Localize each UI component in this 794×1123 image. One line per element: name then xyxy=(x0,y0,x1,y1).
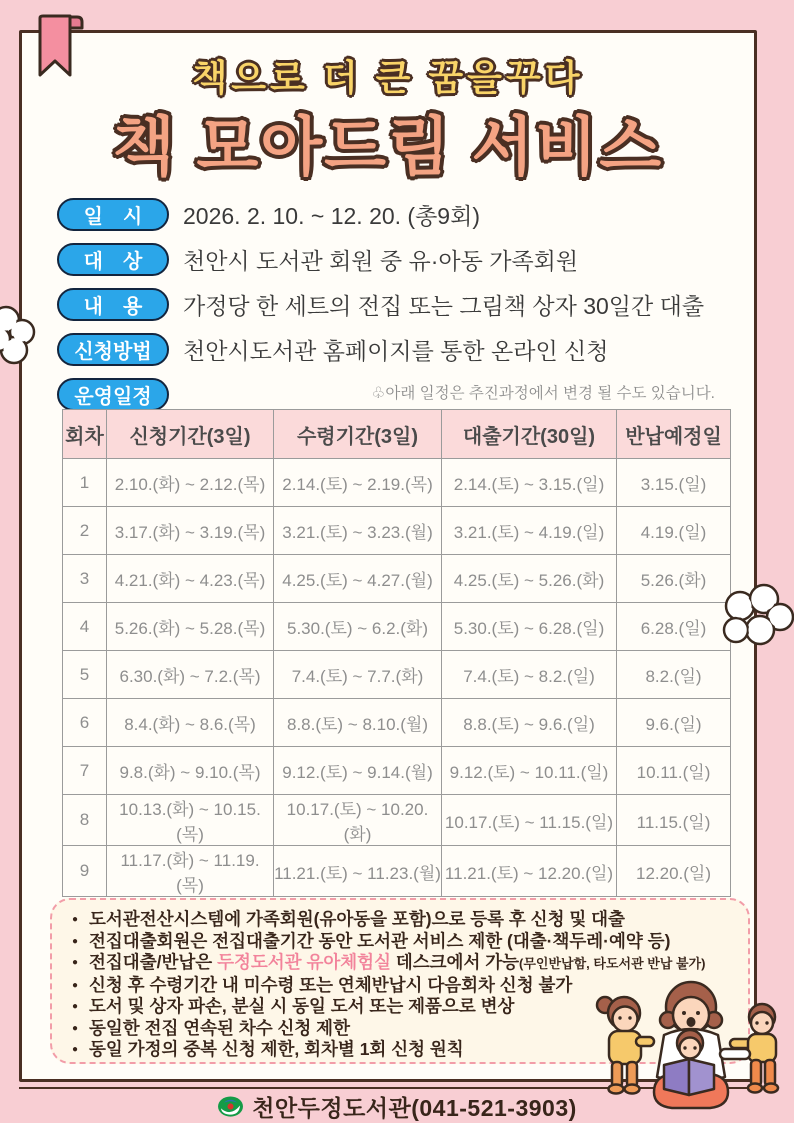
table-row xyxy=(63,795,731,846)
table-cell: 3 xyxy=(63,555,107,603)
bullet-icon: ● xyxy=(72,1044,79,1055)
table-cell: 4 xyxy=(63,603,107,651)
info-content-value: 가정당 한 세트의 전집 또는 그림책 상자 30일간 대출 xyxy=(183,293,705,319)
info-target-value: 천안시 도서관 회원 중 유·아동 가족회원 xyxy=(183,248,579,274)
note-text: 동일 가정의 중복 신청 제한, 회차별 1회 신청 원칙 xyxy=(89,1039,464,1059)
info-row-target xyxy=(57,243,717,276)
library-name-phone: 천안두정도서관(041-521-3903) xyxy=(252,1094,577,1121)
table-cell: 5.26.(화) xyxy=(617,555,731,603)
table-cell: 5.30.(토) ~ 6.28.(일) xyxy=(442,603,617,651)
table-cell: 8.4.(화) ~ 8.6.(목) xyxy=(107,699,274,747)
table-cell: 7.4.(토) ~ 8.2.(일) xyxy=(442,651,617,699)
table-cell: 10.11.(일) xyxy=(617,747,731,795)
info-row-date xyxy=(57,198,717,231)
table-cell: 6.30.(화) ~ 7.2.(목) xyxy=(107,651,274,699)
note-text: 동일한 전집 연속된 차수 신청 제한 xyxy=(89,1017,350,1038)
table-cell: 5.30.(토) ~ 6.2.(화) xyxy=(274,603,442,651)
label-pill-target: 대 상 xyxy=(57,243,169,276)
table-cell: 7.4.(토) ~ 7.7.(화) xyxy=(274,651,442,699)
info-date-value: 2026. 2. 10. ~ 12. 20. (총9회) xyxy=(183,203,480,229)
table-row xyxy=(63,507,731,555)
table-cell: 8.8.(토) ~ 8.10.(월) xyxy=(274,699,442,747)
col-header-return-date: 반납예정일 xyxy=(617,410,731,459)
bullet-icon: ● xyxy=(72,957,79,968)
bookmark-ribbon-icon xyxy=(34,13,84,81)
table-cell: 9.12.(토) ~ 10.11.(일) xyxy=(442,747,617,795)
table-cell: 10.13.(화) ~ 10.15.(목) xyxy=(107,795,274,846)
table-cell: 7 xyxy=(63,747,107,795)
table-cell: 3.21.(토) ~ 4.19.(일) xyxy=(442,507,617,555)
table-cell: 8.8.(토) ~ 9.6.(일) xyxy=(442,699,617,747)
page-title: 책 모아드림 서비스 xyxy=(112,111,664,183)
table-cell: 11.17.(화) ~ 11.19.(목) xyxy=(107,846,274,897)
table-cell: 5 xyxy=(63,651,107,699)
table-row xyxy=(63,699,731,747)
table-cell: 4.25.(토) ~ 4.27.(월) xyxy=(274,555,442,603)
table-cell: 5.26.(화) ~ 5.28.(목) xyxy=(107,603,274,651)
bullet-icon: ● xyxy=(72,1001,79,1012)
note-text: 데스크에서 가능 xyxy=(390,952,520,972)
subtitle: 책으로 더 큰 꿈을꾸다 xyxy=(192,57,584,98)
table-row xyxy=(63,555,731,603)
table-cell: 8 xyxy=(63,795,107,846)
table-cell: 2.14.(토) ~ 3.15.(일) xyxy=(442,459,617,507)
table-cell: 4.19.(일) xyxy=(617,507,731,555)
note-text: 도서 및 상자 파손, 분실 시 동일 도서 또는 제품으로 변상 xyxy=(89,996,515,1016)
note-text: 신청 후 수령기간 내 미수령 또는 연체반납시 다음회차 신청 불가 xyxy=(89,974,573,995)
col-header-loan-period: 대출기간(30일) xyxy=(442,410,617,459)
label-pill-apply-method: 신청방법 xyxy=(57,333,169,366)
cloud-icon xyxy=(718,582,794,656)
note-text: 전집대출/반납은 xyxy=(89,952,218,972)
info-apply-method-value: 천안시도서관 홈페이지를 통한 온라인 신청 xyxy=(183,338,609,364)
table-cell: 3.15.(일) xyxy=(617,459,731,507)
table-cell: 10.17.(토) ~ 10.20.(화) xyxy=(274,795,442,846)
note-highlight: 두정도서관 유아체험실 xyxy=(217,952,391,972)
bullet-icon: ● xyxy=(72,1022,79,1034)
table-cell: 12.20.(일) xyxy=(617,846,731,897)
col-header-apply-period: 신청기간(3일) xyxy=(107,410,274,459)
table-cell: 4.25.(토) ~ 5.26.(화) xyxy=(442,555,617,603)
library-logo-icon xyxy=(217,1095,244,1118)
table-row xyxy=(63,603,731,651)
table-cell: 2.14.(토) ~ 2.19.(목) xyxy=(274,459,442,507)
bullet-icon: ● xyxy=(72,914,79,925)
table-cell: 6.28.(일) xyxy=(617,603,731,651)
label-pill-date: 일 시 xyxy=(57,198,169,231)
table-cell: 10.17.(토) ~ 11.15.(일) xyxy=(442,795,617,846)
bullet-icon: ● xyxy=(72,979,79,991)
table-cell: 11.15.(일) xyxy=(617,795,731,846)
table-cell: 11.21.(토) ~ 11.23.(월) xyxy=(274,846,442,897)
table-cell: 3.17.(화) ~ 3.19.(목) xyxy=(107,507,274,555)
note-text: 도서관전산시스템에 가족회원(유아동을 포함)으로 등록 후 신청 및 대출 xyxy=(89,909,625,929)
list-item xyxy=(72,909,732,931)
col-header-pickup-period: 수령기간(3일) xyxy=(274,410,442,459)
cloud-icon xyxy=(0,303,42,373)
table-row xyxy=(63,747,731,795)
schedule-table xyxy=(62,409,731,897)
schedule-change-note: ♧아래 일정은 추진과정에서 변경 될 수도 있습니다. xyxy=(371,385,715,402)
table-cell: 11.21.(토) ~ 12.20.(일) xyxy=(442,846,617,897)
table-cell: 9.6.(일) xyxy=(617,699,731,747)
bullet-icon: ● xyxy=(72,935,79,947)
table-row xyxy=(63,846,731,897)
table-header-row xyxy=(63,410,731,459)
info-row-apply-method xyxy=(57,333,717,366)
table-cell: 2.10.(화) ~ 2.12.(목) xyxy=(107,459,274,507)
table-cell: 1 xyxy=(63,459,107,507)
table-cell: 9.12.(토) ~ 9.14.(월) xyxy=(274,747,442,795)
table-cell: 6 xyxy=(63,699,107,747)
table-cell: 9.8.(화) ~ 9.10.(목) xyxy=(107,747,274,795)
table-row xyxy=(63,651,731,699)
table-cell: 3.21.(토) ~ 3.23.(월) xyxy=(274,507,442,555)
note-text: 전집대출회원은 전집대출기간 동안 도서관 서비스 제한 (대출·책두레·예약 등) xyxy=(89,930,671,951)
label-pill-content: 내 용 xyxy=(57,288,169,321)
table-cell: 9 xyxy=(63,846,107,897)
family-reading-illustration xyxy=(584,973,794,1123)
table-cell: 4.21.(화) ~ 4.23.(목) xyxy=(107,555,274,603)
table-cell: 2 xyxy=(63,507,107,555)
list-item xyxy=(72,952,732,975)
table-cell: 8.2.(일) xyxy=(617,651,731,699)
info-row-content xyxy=(57,288,717,321)
list-item xyxy=(72,931,732,953)
note-small-text: (무인반납함, 타도서관 반납 불가) xyxy=(519,956,706,971)
col-header-round: 회차 xyxy=(63,410,107,459)
label-pill-schedule: 운영일정 xyxy=(57,378,169,411)
table-row xyxy=(63,459,731,507)
